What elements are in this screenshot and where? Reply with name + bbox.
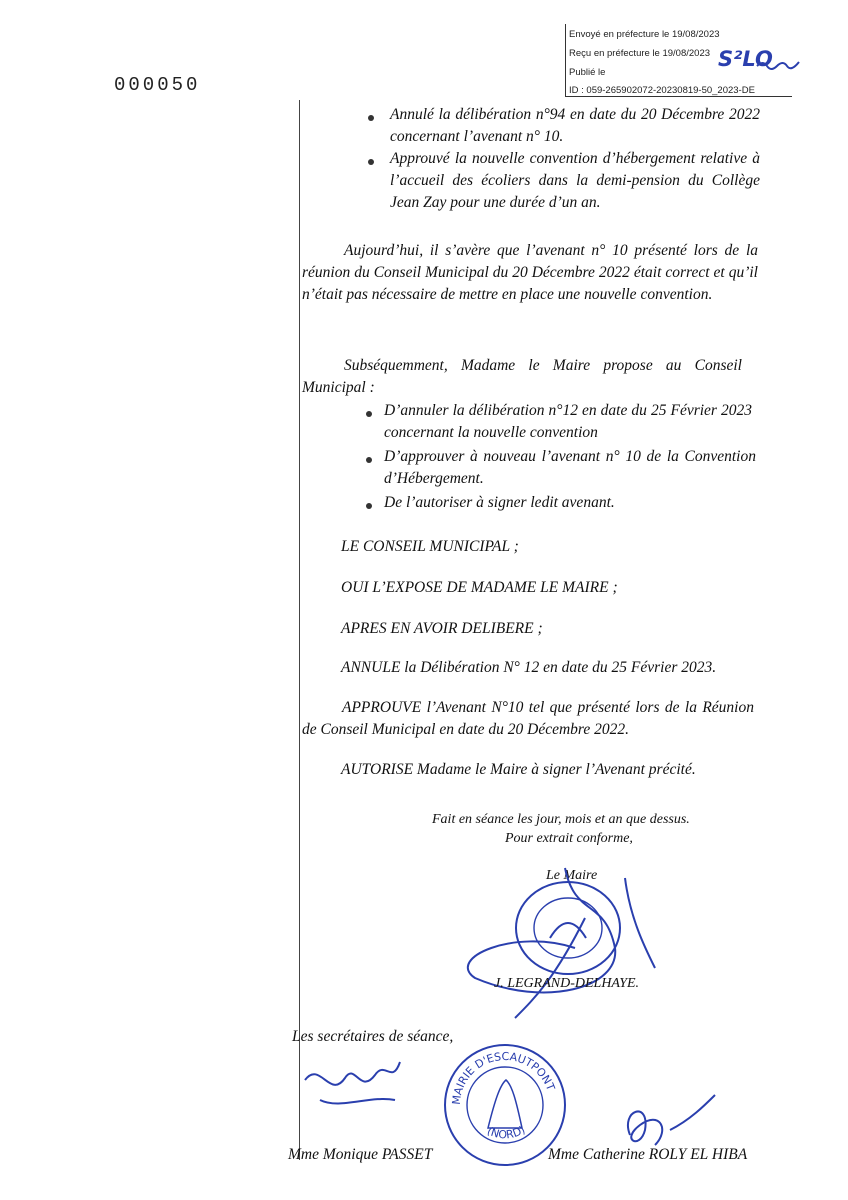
mayor-signature-icon	[455, 858, 665, 1023]
approuve-avenant: APPROUVE l’Avenant N°10 tel que présenté lors de la Réunion de Conseil Municipal en date du 20 Décembre 2022.	[302, 699, 754, 738]
bullet-approuve-convention: Approuvé la nouvelle convention d’hébergement relative à l’accueil des écoliers dans la demi-pension du Collège Jean Zay pour une durée d’un an.	[390, 150, 760, 211]
bullet-annuler-12: D’annuler la délibération n°12 en date du 25 Février 2023 concernant la nouvelle convention	[384, 402, 752, 441]
slow-squiggle-icon	[755, 58, 805, 78]
paragraph-subsequemment: Subséquemment, Madame le Maire propose au Conseil Municipal :	[302, 357, 742, 396]
paragraph-aujourdhui: Aujourd’hui, il s’avère que l’avenant n° 10 présenté lors de la réunion du Conseil Municipal du 20 Décembre 2022 était correct et qu’il n’était pas nécessaire de mettre en place une nouvelle convention.	[302, 242, 758, 303]
page-number: 000050	[114, 74, 201, 96]
annule-deliberation: ANNULE la Délibération N° 12 en date du 25 Février 2023.	[341, 659, 717, 676]
recu-line: Reçu en préfecture le 19/08/2023	[569, 48, 711, 59]
le-maire-label: Le Maire	[546, 868, 598, 883]
apres-delibere: APRES EN AVOIR DELIBERE ;	[341, 620, 543, 637]
autorise-maire: AUTORISE Madame le Maire à signer l’Avenant précité.	[341, 761, 696, 778]
bullet-approuver-avenant: D’approuver à nouveau l’avenant n° 10 de la Convention d’Hébergement.	[384, 448, 756, 487]
seal-top-text: MAIRIE D'ESCAUTPONT	[449, 1049, 558, 1106]
id-line: ID : 059-265902072-20230819-50_2023-DE	[569, 85, 755, 96]
bullet-dot-icon	[366, 457, 372, 463]
bullet-dot-icon	[366, 503, 372, 509]
fait-en-seance: Fait en séance les jour, mois et an que dessus.	[432, 812, 690, 827]
maire-name: J. LEGRAND-DELHAYE.	[494, 976, 640, 991]
bullet-autoriser: De l’autoriser à signer ledit avenant.	[384, 494, 615, 511]
passet-signature-icon	[300, 1050, 410, 1120]
secretaire-left-name: Mme Monique PASSET	[288, 1146, 433, 1163]
secretaires-label: Les secrétaires de séance,	[292, 1028, 454, 1045]
seal-bottom-text: (NORD)	[484, 1123, 528, 1142]
publie-line: Publié le	[569, 67, 606, 78]
envoye-line: Envoyé en préfecture le 19/08/2023	[569, 29, 720, 40]
bullet-annule-94: Annulé la délibération n°94 en date du 20 Décembre 2022 concernant l’avenant n° 10.	[390, 106, 760, 145]
slow-handwritten-mark: S²LO	[718, 47, 773, 71]
margin-line	[299, 100, 300, 1160]
oui-lexpose: OUI L’EXPOSE DE MADAME LE MAIRE ;	[341, 579, 618, 596]
bullet-dot-icon	[366, 411, 372, 417]
bullet-dot-icon	[368, 159, 374, 165]
secretaire-right-name: Mme Catherine ROLY EL HIBA	[548, 1146, 748, 1163]
pour-extrait-conforme: Pour extrait conforme,	[505, 831, 633, 846]
bullet-dot-icon	[368, 115, 374, 121]
le-conseil-municipal: LE CONSEIL MUNICIPAL ;	[341, 538, 519, 555]
